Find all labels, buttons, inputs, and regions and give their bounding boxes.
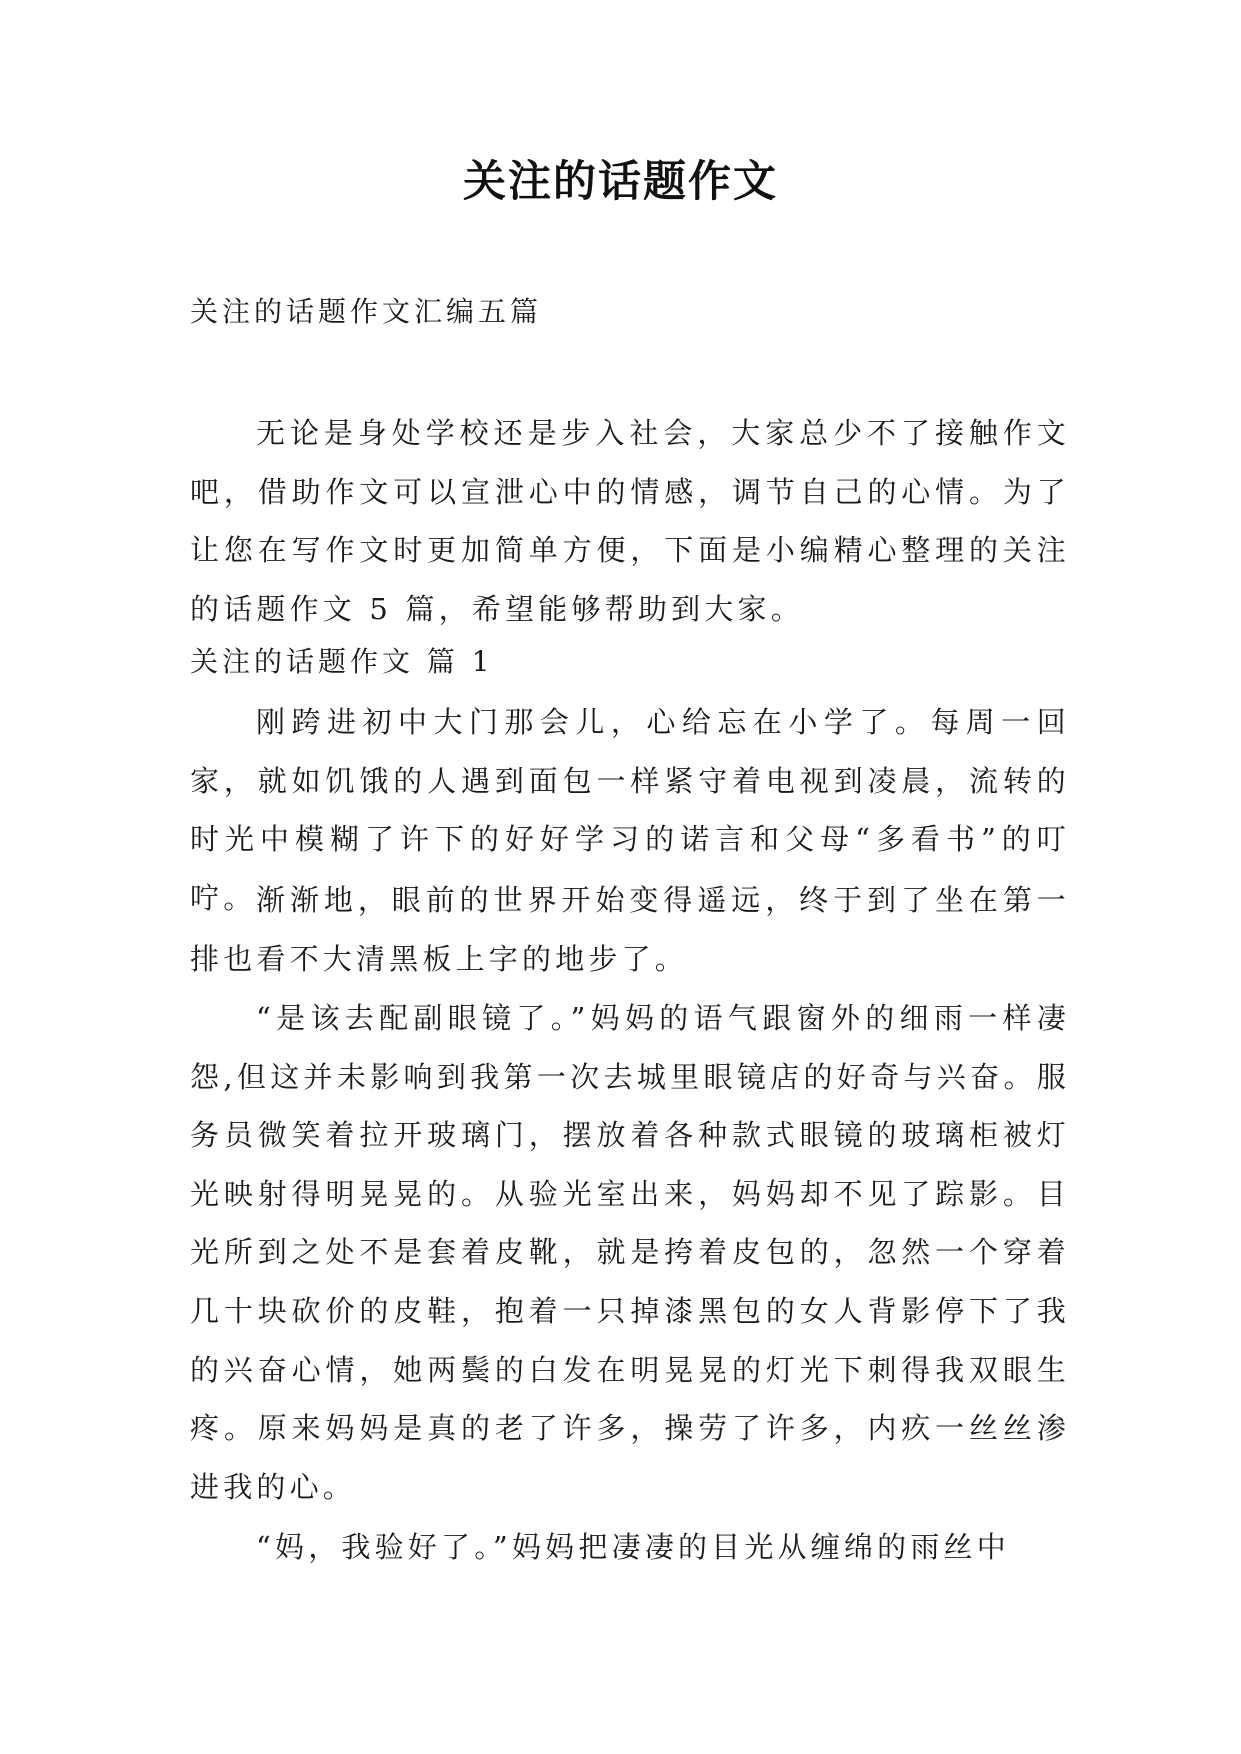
body-paragraph: “是该去配副眼镜了。”妈妈的语气跟窗外的细雨一样凄怨,但这并未影响到我第一次去城里眼镜店的好奇与兴奋。服务员微笑着拉开玻璃门，摆放着各种款式眼镜的玻璃柜被灯光映射得明晃晃的。从验光室出来，妈妈却不见了踪影。目光所到之处不是套着皮靴，就是挎着皮包的，忽然一个穿着几十块砍价的皮鞋，抱着一只掉漆黑包的女人背影停下了我的兴奋心情，她两鬓的白发在明晃晃的灯光下刺得我双眼生疼。原来妈妈是真的老了许多，操劳了许多，内疚一丝丝渗进我的心。: [190, 1001, 1070, 1504]
document-subtitle: 关注的话题作文汇编五篇: [190, 295, 543, 328]
section-heading: 关注的话题作文 篇 1: [190, 645, 494, 678]
body-paragraph: “妈，我验好了。”妈妈把凄凄的目光从缠绵的雨丝中: [256, 1530, 1010, 1564]
body-paragraph: 渐渐地，眼前的世界开始变得遥远，终于到了坐在第一排也看不大清黑板上字的地步了。: [190, 883, 1070, 976]
intro-paragraph: 无论是身处学校还是步入社会，大家总少不了接触作文吧，借助作文可以宣泄心中的情感，调节自己的心情。为了让您在写作文时更加简单方便，下面是小编精心整理的关注的话题作文 5 篇，希望能够帮助到大家。: [190, 416, 1070, 626]
body-paragraph: 刚跨进初中大门那会儿，心给忘在小学了。每周一回家，就如饥饿的人遇到面包一样紧守着电视到凌晨，流转的时光中模糊了许下的好好学习的诺言和父母“多看书”的叮咛。: [190, 705, 1070, 915]
document-title: 关注的话题作文: [463, 157, 778, 207]
